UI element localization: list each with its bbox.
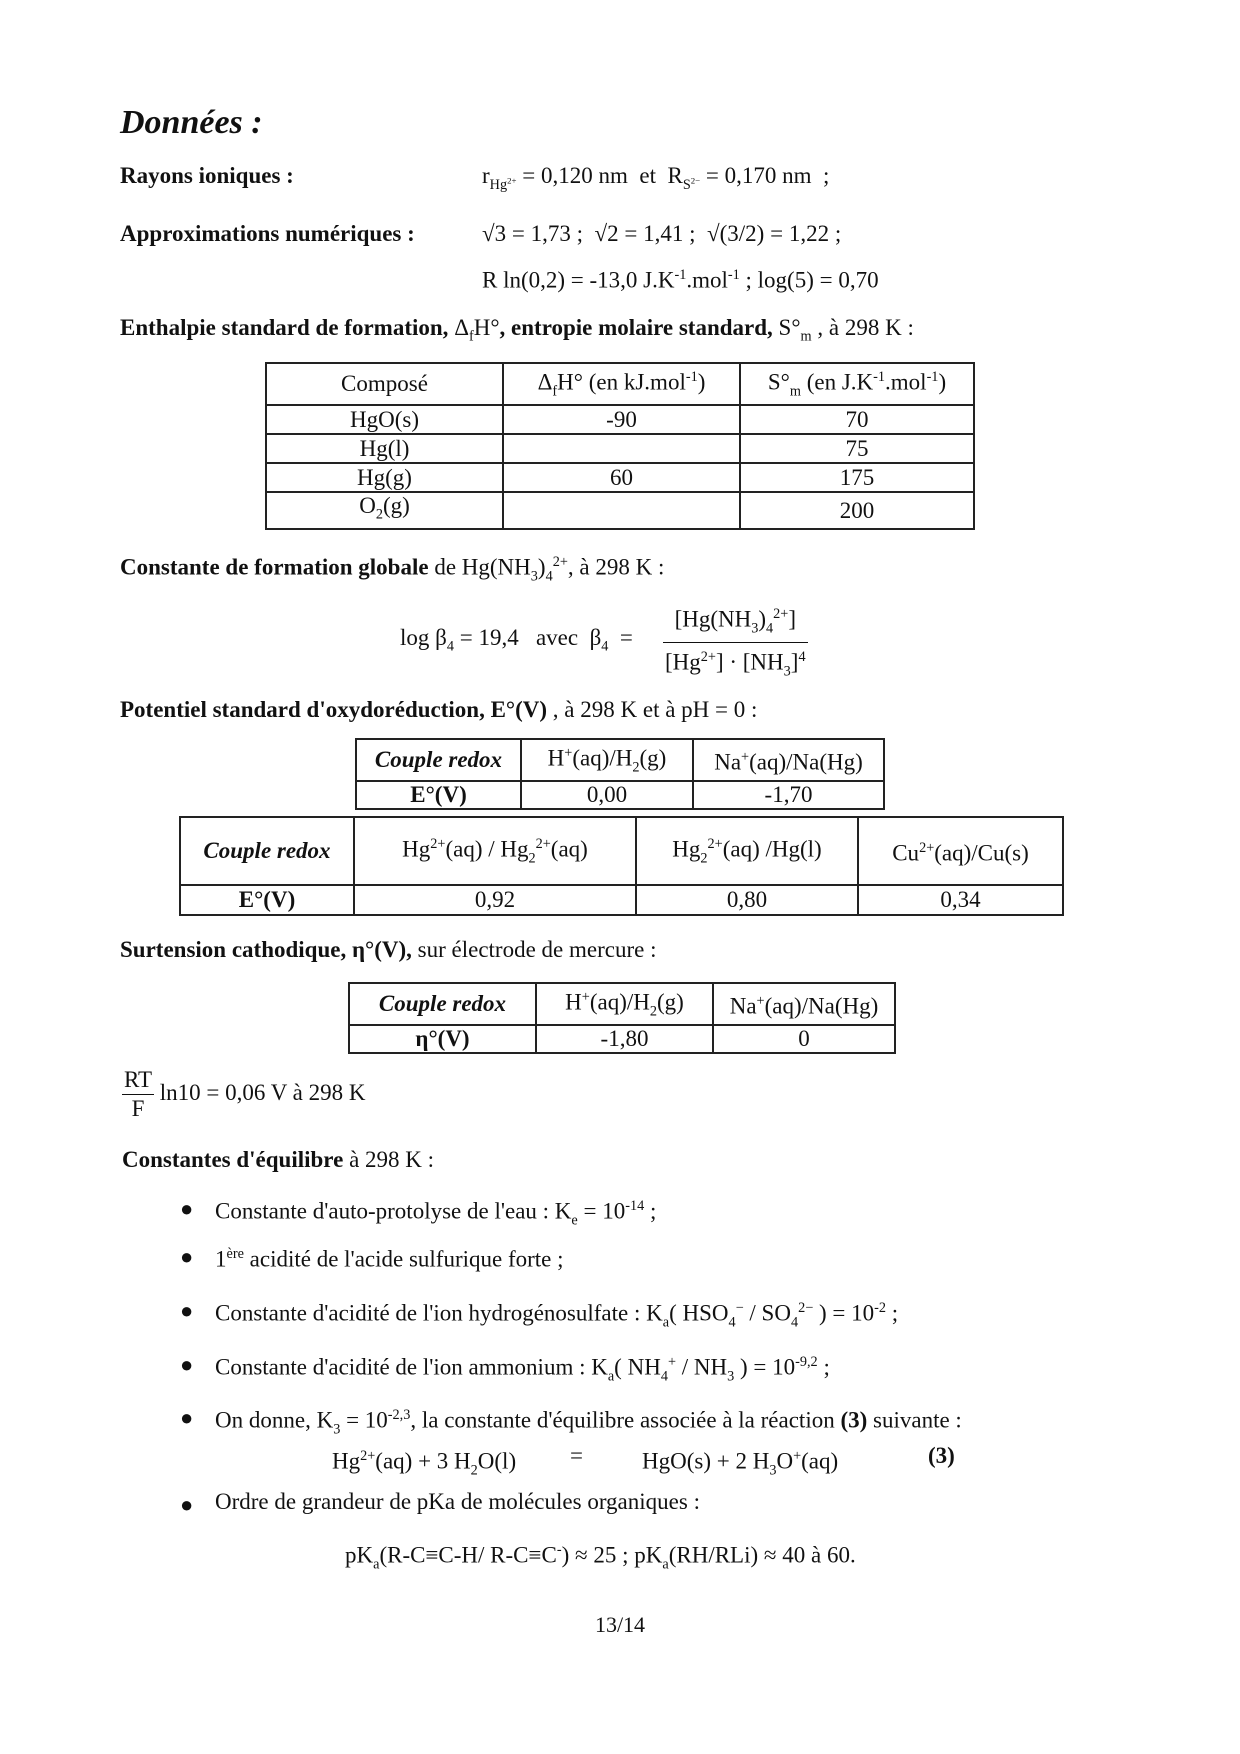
table-cell: 200 [740,492,974,529]
table-cell: 0 [713,1025,895,1053]
table-cell: $Hg_2^{2+}(aq)$ /Hg(l) [636,817,858,885]
bullet-icon: ● [180,1492,194,1517]
overpotential-heading: Surtension cathodique, η°(V), sur électrode de mercure : [120,937,657,962]
row-label-couple: Couple redox [349,983,536,1025]
col-header-enthalpy: $\Delta_fH^\circ$ (en kJ.mol$^{-1}$) [503,363,740,405]
table-cell: 75 [740,434,974,463]
col-header-entropy: $S^\circ_m$ (en $J.K^{-1}.mol^{-1}$) [740,363,974,405]
list-item: Constante d'acidité de l'ion ammonium : $K_a$( $NH_4^+ / NH_3$ ) = $10^{-9,2}$ ; [215,1354,830,1385]
list-item: On donne, $K_3 = 10^{-2,3}$, la constante d'équilibre associée à la réaction (3) suivante : [215,1407,962,1438]
page-title: Données : [120,104,263,141]
table-cell: $H^+(aq)/H_2(g)$ [521,739,693,781]
row-label-e: E°(V) [180,885,354,915]
bullet-icon: ● [180,1196,194,1221]
bullet-icon: ● [180,1405,194,1430]
ionic-radii-values: $r_{Hg^{2+}} = 0,120$ nm et $R_{S^{2-}} = 0,170$ nm ; [482,163,830,193]
sqrt-symbol: √(3/2) [707,221,765,246]
approx-line2: R ln(0,2) = -13,0 $J.K^{-1}.mol^{-1}$ ; log(5) = 0,70 [482,267,879,293]
table-cell: $Hg^{2+}(aq) / Hg_2^{2+}(aq)$ [354,817,636,885]
table-cell: 0,34 [858,885,1063,915]
table-cell: $H^+(aq)/H_2(g)$ [536,983,713,1025]
list-item: 1ère acidité de l'acide sulfurique forte ; [215,1246,564,1272]
equilibria-heading-bold: Constantes d'équilibre [122,1147,344,1172]
thermo-heading: Enthalpie standard de formation, $\Delta_fH^\circ$, entropie molaire standard, $S^\circ_m$ , à 298 K : [120,315,914,345]
rtf-num: RT [122,1066,154,1095]
col-header-compound: Composé [266,363,503,405]
sqrt32-value: = 1,22 ; [770,221,842,246]
table-cell: 175 [740,463,974,492]
page-number: 13/14 [594,1612,646,1637]
beta-fraction: $\frac{[Hg(NH_3)_4^{2+}]}{[Hg^{2+}] \cdot [NH_3]^4}$ [663,600,808,686]
row-label-e: E°(V) [356,781,521,809]
table-cell: Na+(aq)/Na(Hg) [713,983,895,1025]
sqrt3-value: = 1,73 ; [511,221,583,246]
beta-heading: Constante de formation globale de $Hg(NH_3)_4^{2+}$, à 298 K : [120,554,665,585]
list-item: Constante d'auto-protolyse de l'eau : $K_e = 10^{-14}$ ; [215,1198,657,1229]
ionic-radii-label: Rayons ioniques : [120,163,294,188]
table-cell: Hg(g) [266,463,503,492]
rtf-formula [122,1066,365,1123]
row-label-couple: Couple redox [180,817,354,885]
bullet-icon: ● [180,1352,194,1377]
table-cell: Hg(l) [266,434,503,463]
table-cell [503,434,740,463]
redox-table-2 [179,816,1064,916]
equilibria-heading [122,1146,434,1174]
row-label-couple: Couple redox [356,739,521,781]
table-cell: HgO(s) [266,405,503,434]
sqrt-symbol: √3 [482,221,507,246]
rtf-den: F [131,1096,145,1121]
list-item: Constante d'acidité de l'ion hydrogénosulfate : $K_a$( $HSO_4^- / SO_4^{2-}$ ) = $10^{-2}$ ; [215,1300,899,1331]
reaction-right: HgO(s) + 2 $H_3O^+(aq)$ [642,1448,839,1479]
table-cell: $O_2(g)$ [266,492,503,529]
table-cell [503,492,740,529]
table-cell: -1,80 [536,1025,713,1053]
table-cell: 60 [503,463,740,492]
reaction-equals: = [570,1443,583,1468]
approx-label: Approximations numériques : [120,221,415,246]
row-label-eta: η°(V) [349,1025,536,1053]
overpotential-table [348,982,896,1054]
table-cell: $Cu^{2+}(aq)/Cu(s)$ [858,817,1063,885]
bullet-icon: ● [180,1244,194,1269]
table-cell: -1,70 [693,781,884,809]
table-cell: Na+(aq)/Na(Hg) [693,739,884,781]
table-cell: 70 [740,405,974,434]
bullet-icon: ● [180,1298,194,1323]
sqrt2-value: = 1,41 ; [624,221,696,246]
table-cell: -90 [503,405,740,434]
list-item: Ordre de grandeur de pKa de molécules organiques : [215,1489,700,1514]
redox-table-1 [355,738,885,810]
reaction-left: $Hg^{2+}(aq) + 3$ $H_2O(l)$ [332,1448,517,1479]
pka-values: $pK_a(R-C\equiv C-H/$ R-C≡C-) ≈ 25 ; $pK_a(RH/RLi) \approx 40$ à 60. [345,1542,856,1573]
table-cell: 0,80 [636,885,858,915]
rtf-rest: ln10 = 0,06 V à 298 K [159,1079,366,1105]
sqrt-symbol: √2 [594,221,619,246]
equilibria-heading-rest: à 298 K : [349,1147,435,1172]
thermo-table [265,362,975,530]
approx-roots [482,220,841,248]
table-cell: 0,92 [354,885,636,915]
beta-value: $\log \beta_4 = 19,4$ avec $\beta_4$ = [400,625,633,655]
table-cell: 0,00 [521,781,693,809]
redox-heading: Potentiel standard d'oxydoréduction, E°(V) , à 298 K et à pH = 0 : [120,697,758,722]
reaction-number: (3) [928,1443,955,1468]
